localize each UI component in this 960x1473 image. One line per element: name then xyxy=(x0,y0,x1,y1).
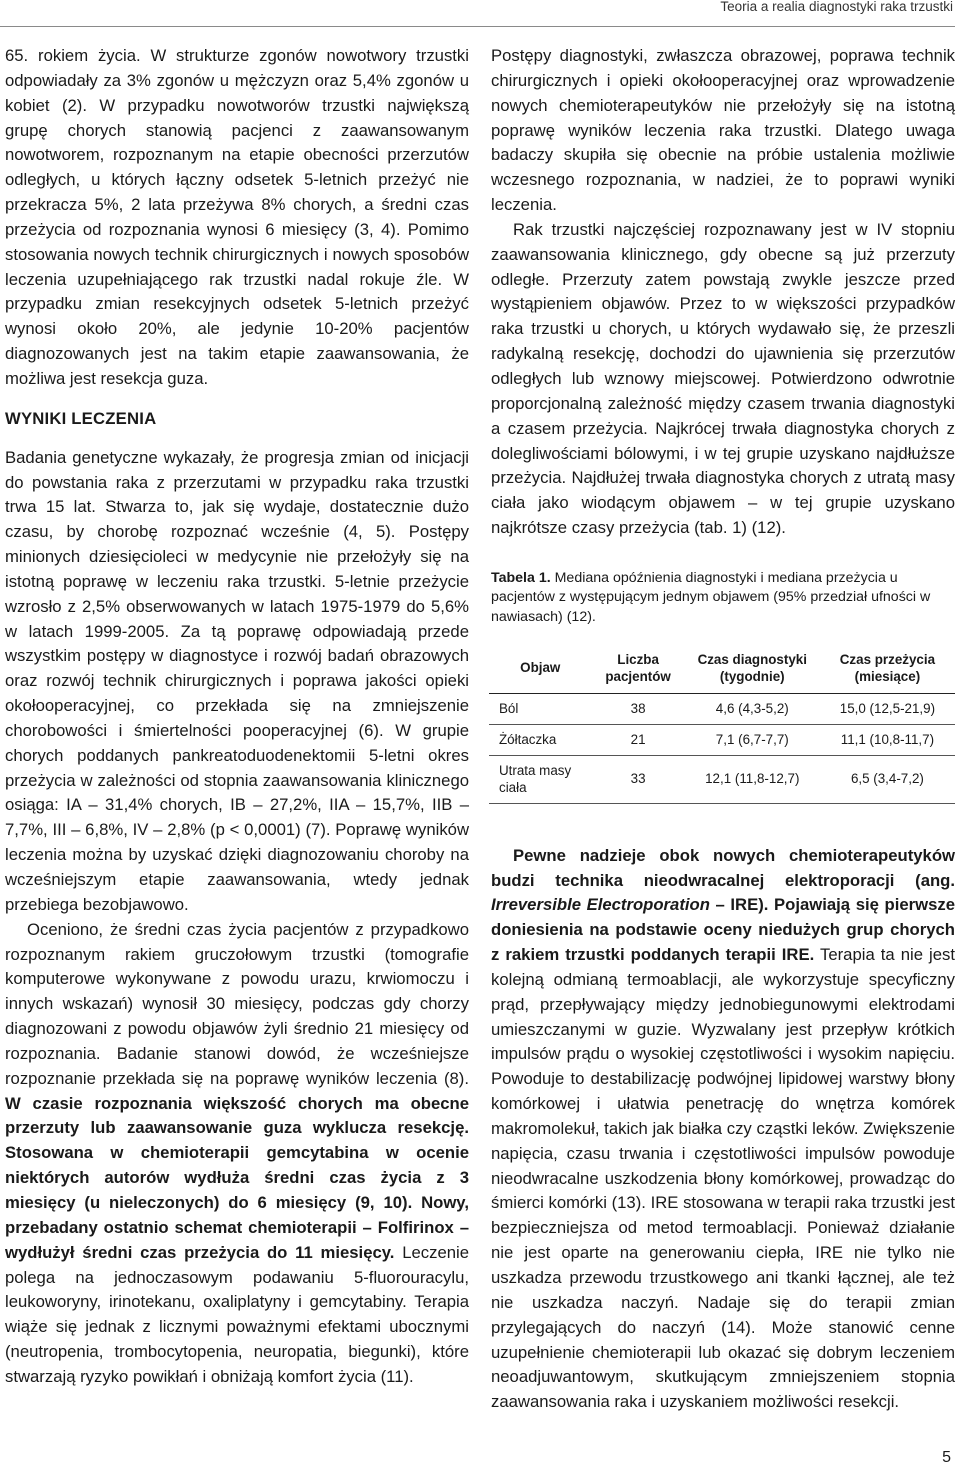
paragraph-genetics: Badania genetyczne wykazały, że progresja zmian od inicjacji do powstania raka z przerzutami w przypadku raka trzustki trwa 15 lat. Stwarza to, jak się wydaje, dostatecznie dużo czasu, by chorobę rozpoznać wcześnie (4, 5). Postępy minionych dziesięcioleci w medycynie nie przełożyły się na istotną poprawę w leczeniu raka trzustki. 5-letnie przeżycie wzrosło z 2,5% obserwowanych w latach 1975-1979 do 5,6% w latach 1999-2005. Za tą poprawę odpowiadają przede wszystkim postępy w diagnostyce i rozwój badań obrazowych oraz rozwój technik chirurgicznych i poprawa jakości opieki okołooperacyjnej, co przekłada się na zmniejszenie chorobowości i śmiertelności pooperacyjnej (6). W grupie chorych poddanych pankreatoduodenektomii 5-letni okres przeżycia w zależności od stopnia zaawansowania klinicznego osiąga: IA – 31,4% chorych, IB – 27,2%, IIA – 15,7%, IIB – 7,7%, III – 6,8%, IV – 2,8% (p < 0,0001) (7). Poprawę wyników leczenia można by uzyskać dzięki diagnozowaniu choroby na wcześniejszym etapie zaawansowania, wtedy jednak przebiega bezobjawowo. xyxy=(5,447,469,914)
page-number: 5 xyxy=(942,1449,951,1466)
survival-bold-text: W czasie rozpoznania większość chorych ma obecne przerzuty lub zaawansowanie guza wyklucza resekcję. Stosowana w chemioterapii gemcytabina w ocenie niektórych autorów wydłuża średni czas życia z 3 miesięcy (u nieleczonych) do 6 miesięcy (9, 10). Nowy, przebadany ostatnio schemat chemioterapii – Folfirinox – wydłużył średni czas przeżycia do 11 miesięcy. xyxy=(5,1093,469,1262)
running-title: Teoria a realia diagnostyki raka trzustki xyxy=(720,0,953,14)
table-row xyxy=(489,693,955,724)
table-caption-text: Mediana opóźnienia diagnostyki i mediana przeżycia u pacjentów z występującym jednym objawem (95% przedział ufności w nawiasach) (12). xyxy=(491,569,931,626)
paragraph-ire xyxy=(491,844,955,1415)
table-header-cell: Objaw xyxy=(489,646,592,694)
left-column xyxy=(5,44,469,1390)
right-column xyxy=(491,44,955,1415)
ire-bold-text: Pewne nadzieje obok nowych chemioterapeutyków budzi technika nieodwracalnej elektroporacji (ang. xyxy=(491,845,955,890)
table-cell: 12,1 (11,8-12,7) xyxy=(685,755,820,803)
table-cell: 7,1 (6,7-7,7) xyxy=(685,724,820,755)
table-cell: 4,6 (4,3-5,2) xyxy=(685,693,820,724)
results-table xyxy=(489,646,955,804)
table-row xyxy=(489,755,955,803)
table-caption xyxy=(491,569,955,628)
section-heading-wyniki-leczenia: WYNIKI LECZENIA xyxy=(5,408,157,428)
table-header-row xyxy=(489,646,955,694)
paragraph-stage-iv: Rak trzustki najczęściej rozpoznawany jest w IV stopniu zaawansowania klinicznego, gdy obecne są już przerzuty odległe. Przerzuty zatem powstają zwykle jeszcze przed wystąpieniem objawów. Przez to w większości przypadków raka trzustki u chorych, u których wydawało się, że przeszli radykalną resekcję, dochodzi do ujawnienia się przerzutów odległych lub wznowy miejscowej. Potwierdzono odwrotnie proporcjonalną zależność między czasem trwania diagnostyki a czasem przeżycia. Najkrócej trwała diagnostyka chorych z dolegliwościami bólowymi, i w tej grupie uzyskano najdłuższe przeżycia. Najdłużej trwała diagnostyka chorych z utratą masy ciała jako wiodącym objawem – w tej grupie uzyskano najkrótsze czasy przeżycia (tab. 1) (12). xyxy=(491,219,955,538)
table-cell: Ból xyxy=(489,693,592,724)
paragraph-survival xyxy=(5,918,469,1390)
table-cell: 11,1 (10,8-11,7) xyxy=(820,724,955,755)
running-header xyxy=(0,0,955,27)
table-cell: 33 xyxy=(592,755,685,803)
ire-bold-italic-text: Irreversible Electroporation xyxy=(491,895,710,915)
table-cell: 6,5 (3,4-7,2) xyxy=(820,755,955,803)
table-cell: Żółtaczka xyxy=(489,724,592,755)
table-header-cell: Czas diagnostyki (tygodnie) xyxy=(685,646,820,694)
table-header-cell: Czas przeżycia (miesiące) xyxy=(820,646,955,694)
table-label: Tabela 1. xyxy=(491,569,551,586)
paragraph-intro: 65. rokiem życia. W strukturze zgonów nowotwory trzustki odpowiadały za 3% zgonów u mężczyzn oraz 5,4% zgonów u kobiet (2). W przypadku nowotworów trzustki największą grupę chorych stanowią pacjenci z zaawansowanym nowotworem, rozpoznanym na etapie obecności przerzutów odległych, u których łączny odsetek 5-letnich przeżyć nie przekracza 5%, 2 lata przeżywa 8% chorych, a średni czas przeżycia od rozpoznania wynosi 6 miesięcy (3, 4). Pomimo stosowania nowych technik chirurgicznych i nowych sposobów leczenia uzupełniającego rak trzustki nadal rokuje źle. W przypadku zmian resekcyjnych odsetek 5-letnich przeżyć wynosi około 20%, ale jedynie 10-20% pacjentów diagnozowanych jest na takim etapie zaawansowania, że możliwa jest resekcja guza. xyxy=(5,46,469,388)
paragraph-diagnostics-progress: Postępy diagnostyki, zwłaszcza obrazowej, poprawa technik chirurgicznych i opieki okołooperacyjnej oraz wprowadzenie nowych chemioterapeutyków nie przełożyły się na istotną poprawę wyników leczenia raka trzustki. Dlatego uwaga badaczy skupiła się obecnie na próbie ustalenia możliwie wczesnego rozpoznania, w nadziei, że to poprawi wyniki leczenia. xyxy=(491,46,955,215)
table-row xyxy=(489,724,955,755)
ire-text: Terapia ta nie jest kolejną odmianą termoablacji, ale wykorzystuje specyficzny prąd, przepływający między jednobiegunowymi elektrodami umieszczanymi w guzie. Wyzwalany jest przepływ krótkich impulsów prądu o wysokiej częstotliwości i wysokim napięciu. Powoduje to destabilizację podwójnej lipidowej warstwy błony komórkowej i ułatwia penetrację do wnętrza komórek makromolekuł, takich jak białka czy cząstki leków. Zwiększenie napięcia, czasu trwania i częstotliwości impulsów powoduje nieodwracalne uszkodzenia błony komórkowej, prowadząc do śmierci komórki (13). IRE stosowana w terapii raka trzustki jest bezpieczniejsza od metod termoablacji. Ponieważ działanie nie jest oparte na generowaniu ciepła, IRE nie tylko nie uszkadza przewodu trzustkowego ani tkanki łącznej, ale też nie uszkadza naczyń. Nadaje się do terapii zmian przylegających do naczyń (14). Może stanowić cenne uzupełnienie chemioterapii lub okazać się dobrym leczeniem neoadjuwantowym, skutkującym zmniejszeniem stopnia zaawansowania raka i uzyskaniem możliwości resekcji. xyxy=(491,945,955,1412)
table-cell: Utrata masy ciała xyxy=(489,755,592,803)
survival-text: Oceniono, że średni czas życia pacjentów z przypadkowo rozpoznanym rakiem gruczołowym trzustki (tomografie komputerowe wykonywane z powodu urazu, krwiomoczu i innych wskazań) wynosił 30 miesięcy, podczas gdy chorzy diagnozowani z powodu objawów żyli średnio 21 miesięcy od rozpoznania. Badanie stanowi dowód, że wcześniejsze rozpoznanie przekłada się na poprawę wyników leczenia (8). xyxy=(5,919,469,1088)
table-cell: 21 xyxy=(592,724,685,755)
survival-text-end: Leczenie polega na jednoczasowym podawaniu 5-fluorouracylu, leukoworyny, irinotekanu, oxaliplatyny i gemcytabiny. Terapia wiąże się jednak z licznymi poważnymi efektami ubocznymi (neutropenia, trombocytopenia, neuropatia, biegunki), które stwarzają ryzyko powikłań i obniżają komfort życia (11). xyxy=(5,1242,469,1386)
table-cell: 15,0 (12,5-21,9) xyxy=(820,693,955,724)
table-header-cell: Liczba pacjentów xyxy=(592,646,685,694)
ire-bold-text-2: – IRE). Pojawiają się pierwsze doniesienia na podstawie oceny niedużych grup chorych z rakiem trzustki poddanych terapii IRE. xyxy=(491,895,955,965)
table-cell: 38 xyxy=(592,693,685,724)
